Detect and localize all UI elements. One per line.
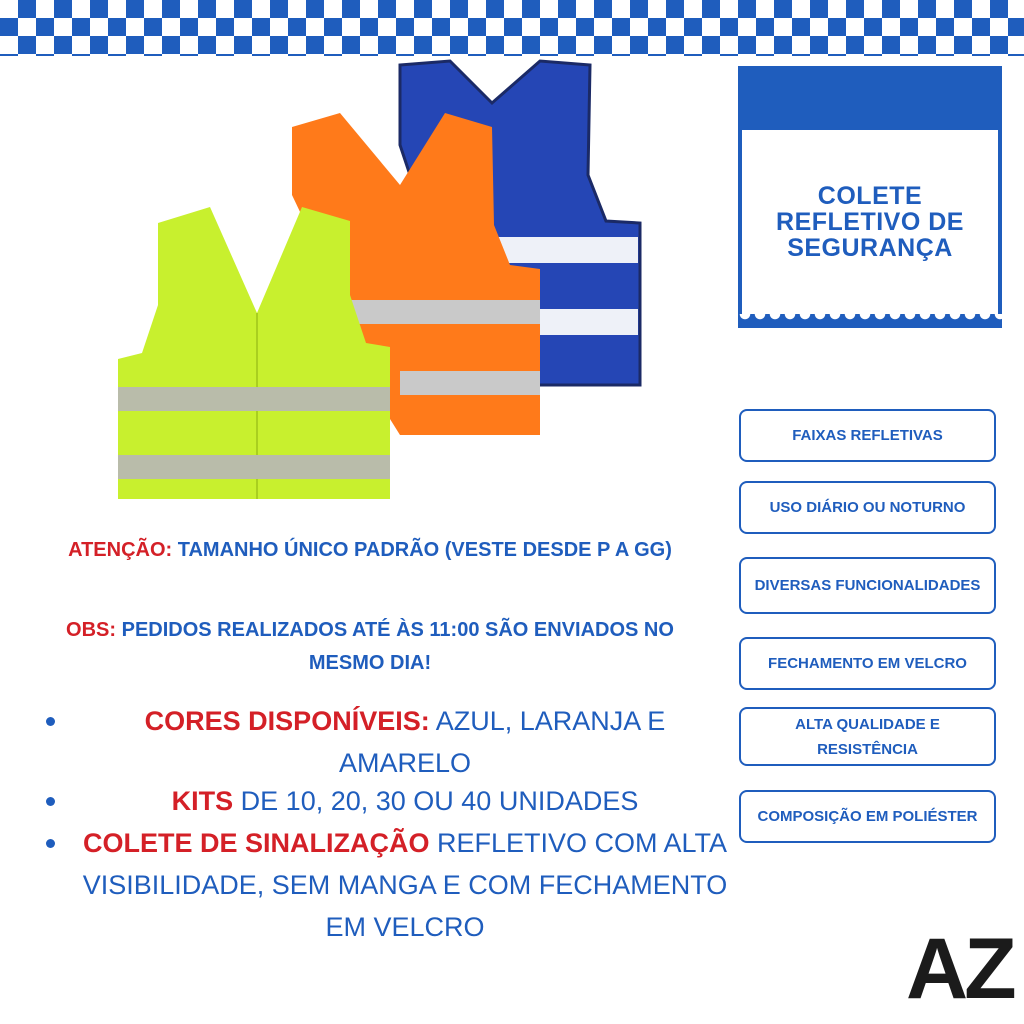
feature-box-1: FAIXAS REFLETIVAS <box>739 409 996 462</box>
bullet-item-colors <box>40 700 730 784</box>
attention-notice <box>40 534 700 567</box>
az-logo: AZ <box>906 921 1013 1017</box>
lime-vest <box>118 207 390 499</box>
bullet-dot-icon <box>46 839 55 848</box>
bullet-label: COLETE DE SINALIZAÇÃO <box>82 828 430 858</box>
bullet-list <box>40 700 730 948</box>
checker-header-band <box>0 0 1024 56</box>
feature-box-5: ALTA QUALIDADE E RESISTÊNCIA <box>739 707 996 766</box>
feature-box-2: USO DIÁRIO OU NOTURNO <box>739 481 996 534</box>
bullet-item-vest-type <box>40 822 730 948</box>
attention-text: TAMANHO ÚNICO PADRÃO (VESTE DESDE P A GG) <box>177 539 672 561</box>
bullet-dot-icon <box>46 717 55 726</box>
feature-box-6: COMPOSIÇÃO EM POLIÉSTER <box>739 790 996 843</box>
obs-label: OBS: <box>66 619 117 641</box>
product-title: COLETE REFLETIVO DE SEGURANÇA <box>776 182 964 262</box>
bullet-dot-icon <box>46 797 55 806</box>
vests-product-image <box>100 55 660 525</box>
bullet-label: KITS <box>171 786 234 816</box>
obs-notice <box>40 614 700 680</box>
feature-box-4: FECHAMENTO EM VELCRO <box>739 637 996 690</box>
obs-text: PEDIDOS REALIZADOS ATÉ ÀS 11:00 SÃO ENVIADOS NO MESMO DIA! <box>121 619 674 674</box>
title-card-inner <box>742 130 998 314</box>
attention-label: ATENÇÃO: <box>68 539 173 561</box>
bullet-item-kits <box>40 780 730 822</box>
title-card <box>738 66 1002 328</box>
feature-box-3: DIVERSAS FUNCIONALIDADES <box>739 557 996 614</box>
bullet-text: REFLETIVO COM ALTA VISIBILIDADE, SEM MANGA E COM FECHAMENTO EM VELCRO <box>82 828 728 942</box>
bullet-label: CORES DISPONÍVEIS: <box>144 706 430 736</box>
bullet-text: DE 10, 20, 30 OU 40 UNIDADES <box>240 786 639 816</box>
bullet-text: AZUL, LARANJA E AMARELO <box>338 706 666 778</box>
scallop-edge <box>738 314 1002 328</box>
